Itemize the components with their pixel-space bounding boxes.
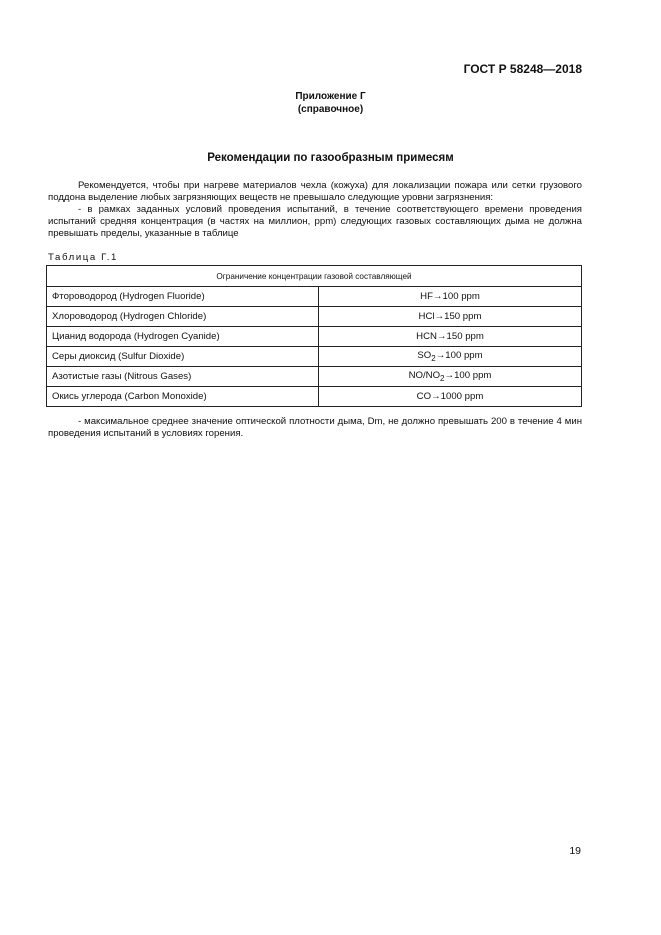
- table-header: Ограничение концентрации газовой составляющей: [47, 266, 582, 287]
- page-number: 19: [569, 845, 581, 857]
- limit-cell: [319, 347, 582, 367]
- gas-name-cell: Цианид водорода (Hydrogen Cyanide): [47, 327, 319, 347]
- table-row: [47, 367, 582, 387]
- section-heading: Рекомендации по газообразным примесям: [207, 152, 454, 164]
- annex-title: Приложение Г: [295, 91, 366, 102]
- table-header-row: [47, 266, 582, 287]
- list-item-1: - в рамках заданных условий проведения испытаний, в течение соответствующего времени проведения испытаний средняя концентрация (в частях на миллион, ppm) следующих газовых составляющих дыма не должна превышать пределы, указанные в таблице: [48, 204, 582, 239]
- gas-name-cell: Серы диоксид (Sulfur Dioxide): [47, 347, 319, 367]
- intro-text: [48, 180, 582, 240]
- list-item-2: - максимальное среднее значение оптической плотности дыма, Dm, не должно превышать 200 в течение 4 мин проведения испытаний в условиях горения.: [48, 416, 582, 439]
- table-row: [47, 387, 582, 407]
- annex-header: [0, 90, 661, 116]
- gas-name-cell: Азотистые газы (Nitrous Gases): [47, 367, 319, 387]
- annex-type: (справочное): [297, 104, 364, 115]
- formula-limit: →100 ppm: [435, 350, 483, 362]
- formula-subscript: 2: [440, 373, 445, 383]
- formula-limit: →100 ppm: [444, 370, 492, 382]
- formula-subscript: 2: [431, 353, 436, 363]
- gas-name-cell: Хлороводород (Hydrogen Chloride): [47, 307, 319, 327]
- formula-base: SO: [417, 350, 432, 362]
- limit-cell: HF→100 ppm: [319, 287, 582, 307]
- formula-base: NO/NO: [408, 370, 441, 382]
- table-caption: Таблица Г.1: [48, 252, 118, 263]
- table-row: [47, 287, 582, 307]
- table-row: [47, 347, 582, 367]
- limit-cell: HCN→150 ppm: [319, 327, 582, 347]
- intro-paragraph: Рекомендуется, чтобы при нагреве материалов чехла (кожуха) для локализации пожара или сетки грузового поддона выделение любых загрязняющих веществ не превышало следующие уровни загрязнения:: [48, 180, 582, 203]
- table-row: [47, 327, 582, 347]
- limit-cell: CO→1000 ppm: [319, 387, 582, 407]
- limit-cell: [319, 367, 582, 387]
- gas-name-cell: Окись углерода (Carbon Monoxide): [47, 387, 319, 407]
- standard-number: ГОСТ Р 58248—2018: [463, 62, 582, 76]
- gas-limits-table: [46, 265, 582, 407]
- after-table-text: [48, 416, 582, 440]
- table-row: [47, 307, 582, 327]
- limit-cell: HCl→150 ppm: [319, 307, 582, 327]
- gas-name-cell: Фтороводород (Hydrogen Fluoride): [47, 287, 319, 307]
